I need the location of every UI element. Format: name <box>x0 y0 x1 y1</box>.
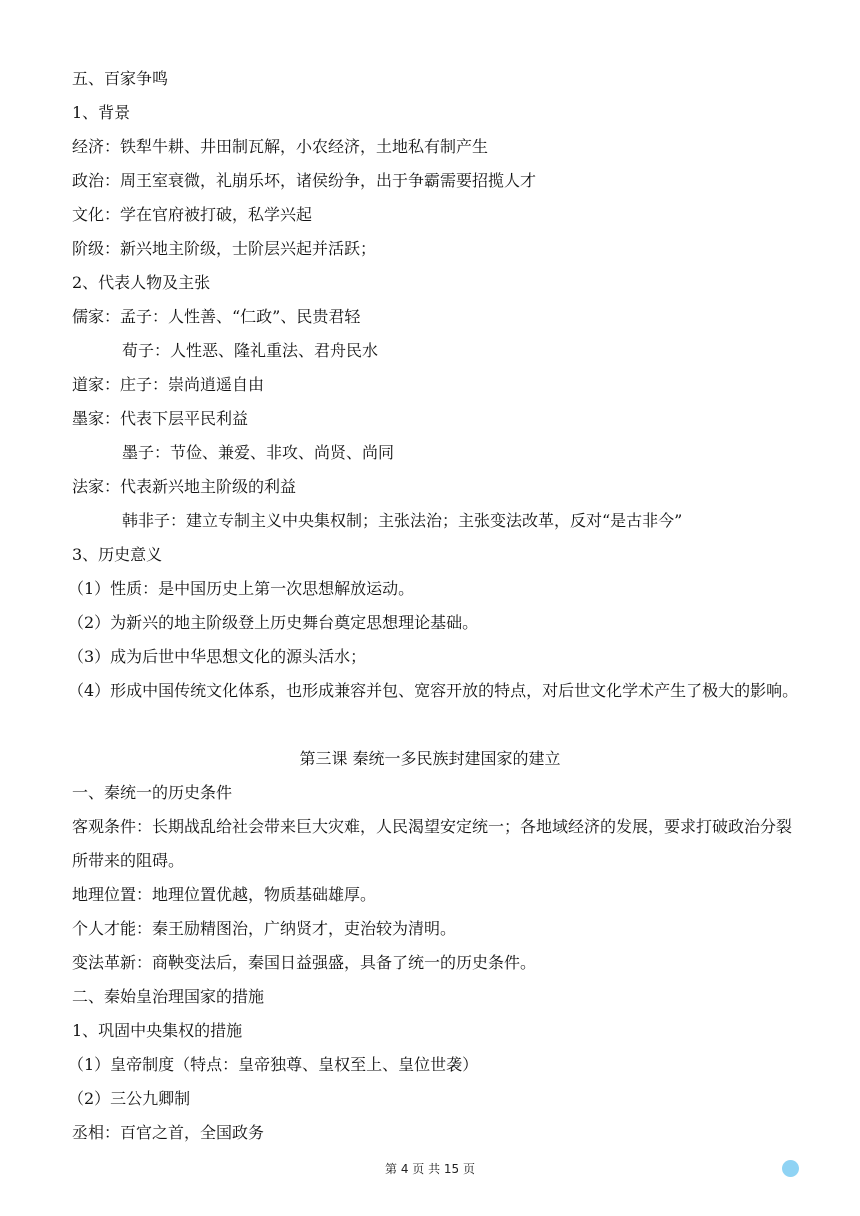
section-heading: 五、百家争鸣 <box>72 69 169 88</box>
paragraph-indented: 韩非子：建立专制主义中央集权制；主张法治；主张变法改革，反对“是古非今” <box>122 511 683 530</box>
paragraph: 地理位置：地理位置优越，物质基础雄厚。 <box>72 885 377 904</box>
list-item: （3）成为后世中华思想文化的源头活水； <box>68 647 367 666</box>
subheading: 3、历史意义 <box>72 545 163 564</box>
paragraph: 变法革新：商鞅变法后，秦国日益强盛，具备了统一的历史条件。 <box>72 953 537 972</box>
list-item: （1）皇帝制度（特点：皇帝独尊、皇权至上、皇位世袭） <box>68 1055 479 1074</box>
subheading: 1、背景 <box>72 103 131 122</box>
list-item: （4）形成中国传统文化体系，也形成兼容并包、宽容开放的特点，对后世文化学术产生了极大的影响。 <box>68 681 799 700</box>
list-item: （2）三公九卿制 <box>68 1089 191 1108</box>
paragraph: 阶级：新兴地主阶级，士阶层兴起并活跃； <box>72 239 377 258</box>
paragraph: 客观条件：长期战乱给社会带来巨大灾难，人民渴望安定统一；各地域经济的发展，要求打破政治分裂所带来的阻碍。 <box>72 817 793 870</box>
subheading: 1、巩固中央集权的措施 <box>72 1021 243 1040</box>
paragraph: 墨家：代表下层平民利益 <box>72 409 249 428</box>
paragraph: 政治：周王室衰微，礼崩乐坏，诸侯纷争，出于争霸需要招揽人才 <box>72 171 537 190</box>
paragraph-indented: 荀子：人性恶、隆礼重法、君舟民水 <box>122 341 379 360</box>
paragraph-indented: 墨子：节俭、兼爱、非攻、尚贤、尚同 <box>122 443 395 462</box>
paragraph: 丞相：百官之首，全国政务 <box>72 1123 265 1142</box>
lesson-title: 第三课 秦统一多民族封建国家的建立 <box>299 749 561 768</box>
section-heading: 一、秦统一的历史条件 <box>72 783 233 802</box>
list-item: （1）性质：是中国历史上第一次思想解放运动。 <box>68 579 415 598</box>
circle-badge-icon <box>782 1160 799 1177</box>
page-number-footer: 第 4 页 共 15 页 <box>385 1162 475 1176</box>
paragraph: 道家：庄子：崇尚逍遥自由 <box>72 375 265 394</box>
paragraph: 儒家：孟子：人性善、“仁政”、民贵君轻 <box>72 307 361 326</box>
paragraph: 个人才能：秦王励精图治，广纳贤才，吏治较为清明。 <box>72 919 457 938</box>
paragraph: 法家：代表新兴地主阶级的利益 <box>72 477 297 496</box>
section-heading: 二、秦始皇治理国家的措施 <box>72 987 265 1006</box>
subheading: 2、代表人物及主张 <box>72 273 211 292</box>
paragraph: 经济：铁犁牛耕、井田制瓦解，小农经济，土地私有制产生 <box>72 137 489 156</box>
list-item: （2）为新兴的地主阶级登上历史舞台奠定思想理论基础。 <box>68 613 479 632</box>
paragraph: 文化：学在官府被打破，私学兴起 <box>72 205 313 224</box>
